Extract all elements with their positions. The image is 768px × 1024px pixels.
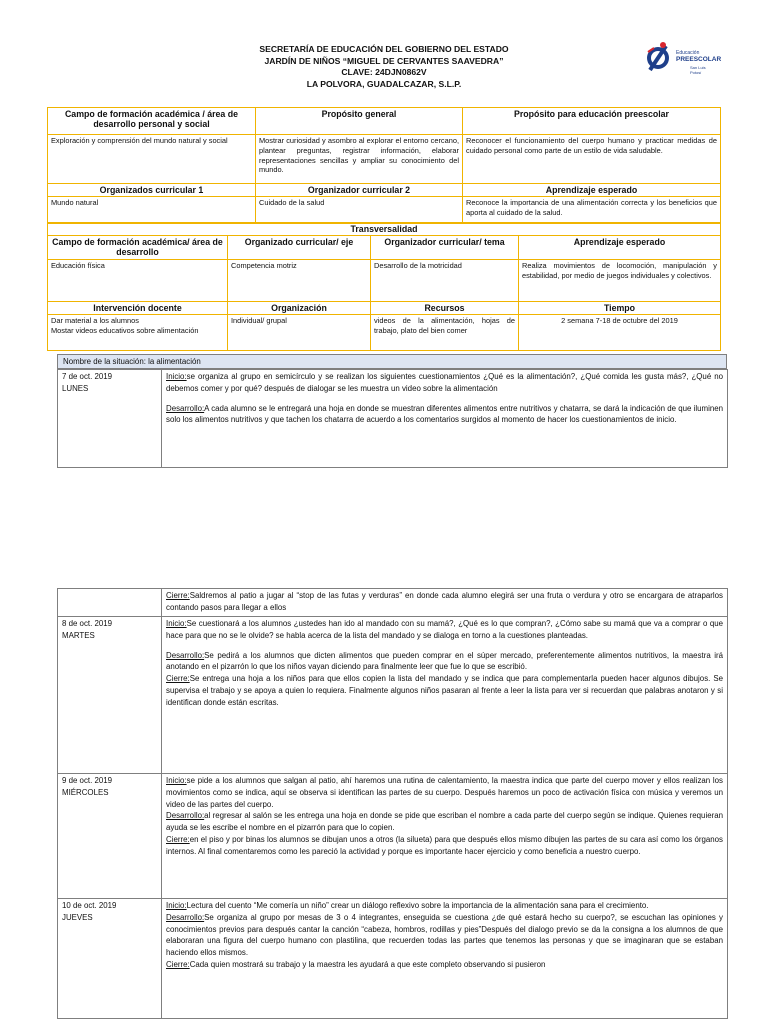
inicio-text: se pide a los alumnos que salgan al patio, ahí haremos una rutina de calentamiento, la maestra indica que parte del cuerpo mover y ellos realizan los movimientos como se indica, aquí se observa si identifican las partes de su cuerpo. Después haremos un poco de activación física con música y veremos un video de las partes del cuerpo.	[166, 776, 723, 809]
organizador-1-heading: Organizados curricular 1	[48, 184, 256, 197]
day-weekday: JUEVES	[62, 912, 93, 922]
day-cell-jueves	[58, 899, 162, 1019]
trans-eje-value: Competencia motriz	[228, 260, 371, 302]
cierre-text: Saldremos al patio a jugar al “stop de las futas y verduras” en donde cada alumno elegirá ser una fruta o verdura y otro se encargara de atraparlos contando pasos para llegar a ellos	[166, 591, 723, 612]
cierre-label: Cierre:	[166, 591, 190, 600]
proposito-general-value: Mostrar curiosidad y asombro al explorar el entorno cercano, plantear preguntas, registrar información, elaborar representaciones sencillas y ampliar su conocimiento del mundo.	[256, 135, 463, 184]
organizador-1-value: Mundo natural	[48, 197, 256, 224]
campo-formacion-value: Exploración y comprensión del mundo natural y social	[48, 135, 256, 184]
logo-text-preescolar: PREESCOLAR	[676, 56, 722, 63]
recursos-heading: Recursos	[371, 302, 519, 315]
inicio-text: Se cuestionará a los alumnos ¿ustedes han ido al mandado con su mamá?, ¿Qué es lo que compran?, ¿Cómo sabe su mamá que va a comprar o que hace para que no se le olvide? se habla acerca de la lista del mandado y se dialoga en torno a la cuestiones planteadas.	[166, 619, 723, 640]
cierre-label: Cierre:	[166, 834, 190, 844]
header-line-clave: CLAVE: 24DJN0862V	[341, 67, 427, 77]
day-weekday: MIÉRCOLES	[62, 787, 109, 797]
intervencion-heading: Intervención docente	[48, 302, 228, 315]
activity-cell-lunes-cierre	[162, 589, 728, 617]
desarrollo-label: Desarrollo:	[166, 811, 205, 821]
desarrollo-text: al regresar al salón se les entrega una hoja en donde se pide que escriban el nombre a cada parte del cuerpo según se indique. Quienes requieran ayuda se les escribe el nombre en el pizarrón para que lo copien.	[166, 811, 723, 833]
day-cell-martes	[58, 617, 162, 774]
trans-tema-heading: Organizador curricular/ tema	[371, 236, 519, 260]
trans-aprendizaje-value: Realiza movimientos de locomoción, manipulación y estabilidad, por medio de juegos individuales y colectivos.	[519, 260, 721, 302]
day-date: 9 de oct. 2019	[62, 776, 113, 785]
recursos-value: videos de la alimentación, hojas de trabajo, plato del bien comer	[371, 315, 519, 351]
desarrollo-text: A cada alumno se le entregará una hoja en donde se muestran diferentes alimentos entre nutritivos y chatarra, se dará la indicación de que iluminen solo los alimentos nutritivos y que tachen los chatarra de acuerdo a los comentarios surgidos al momento de hacer los cuestionamientos de inicio.	[166, 403, 723, 425]
inicio-label: Inicio:	[166, 776, 187, 785]
day-cell-lunes	[58, 370, 162, 468]
day-weekday: LUNES	[62, 383, 89, 393]
day-date: 10 de oct. 2019	[62, 901, 117, 910]
proposito-preescolar-value: Reconocer el funcionamiento del cuerpo humano y practicar medidas de cuidado personal como parte de un estilo de vida saludable.	[463, 135, 721, 184]
trans-campo-heading: Campo de formación académica/ área de desarrollo	[48, 236, 228, 260]
activity-cell-martes	[162, 617, 728, 774]
cierre-text: en el piso y por binas los alumnos se dibujan unos a otros (la silueta) para que después ellos mismo dibujen las partes de su cara así como los órganos internos. Al final comentaremos como les pareció la actividad y porque es importante hacer ejercicio y como beneficia a nuestro cuerpo.	[166, 834, 723, 856]
tiempo-value: 2 semana 7-18 de octubre del 2019	[519, 315, 721, 351]
organizador-2-heading: Organizador curricular 2	[256, 184, 463, 197]
cierre-label: Cierre:	[166, 959, 190, 969]
intervencion-value	[48, 315, 228, 351]
inicio-label: Inicio:	[166, 901, 187, 910]
tiempo-heading: Tiempo	[519, 302, 721, 315]
desarrollo-label: Desarrollo:	[166, 650, 205, 660]
day-row-lunes	[58, 370, 728, 468]
logo-text-educacion: Educación	[676, 50, 700, 56]
header-line-location: LA POLVORA, GUADALCAZAR, S.L.P.	[306, 78, 462, 89]
aprendizaje-heading: Aprendizaje esperado	[463, 184, 721, 197]
day-weekday: MARTES	[62, 630, 95, 640]
situacion-table-page2	[57, 588, 728, 1019]
day-date: 7 de oct. 2019	[62, 372, 113, 381]
cierre-text: Se entrega una hoja a los niños para que ellos copien la lista del mandado y se indica que para complementarla pueden hacer algunos dibujos. Se supervisa el trabajo y se apoya a quien lo requiera. Finalmente algunos niños pasaran al frente a leer la lista para ver si recuerdan que palabras anotaron y si identifican donde están escritas.	[166, 674, 723, 707]
inicio-text: Lectura del cuento “Me comería un niño” crear un diálogo reflexivo sobre la importancia de la alimentación sana para el crecimiento.	[186, 901, 649, 910]
day-cell-miercoles	[58, 774, 162, 899]
intervencion-line-1: Dar material a los alumnos	[51, 316, 139, 325]
organizacion-value: Individual/ grupal	[228, 315, 371, 351]
inicio-label: Inicio:	[166, 619, 187, 628]
desarrollo-text: Se pedirá a los alumnos que dicten alimentos que pueden comprar en el súper mercado, preferentemente alimentos nutritivos, la maestra irá anotando en el pizarrón lo que los niños vayan diciendo para finalmente leer que fue lo que se escribió.	[166, 650, 723, 672]
trans-aprendizaje-heading: Aprendizaje esperado	[519, 236, 721, 260]
cierre-text: Cada quien mostrará su trabajo y la maestra les ayudará a que este completo observando si pusieron	[189, 959, 546, 969]
day-row-lunes-cierre	[58, 589, 728, 617]
intervencion-line-2: Mostar videos educativos sobre alimentación	[51, 325, 199, 335]
header-line-jardin: JARDÍN DE NIÑOS “MIGUEL DE CERVANTES SAAVEDRA”	[264, 55, 504, 66]
day-row-miercoles	[58, 774, 728, 899]
campo-formacion-heading: Campo de formación académica / área de desarrollo personal y social	[48, 108, 256, 135]
aprendizaje-value: Reconoce la importancia de una alimentación correcta y los beneficios que aporta al cuidado de la salud.	[463, 197, 721, 224]
inicio-text: se organiza al grupo en semicírculo y se realizan los siguientes cuestionamientos ¿Qué es la alimentación?, ¿Qué comida les gusta más?, ¿Qué no debemos comer y por qué? después de dialogar se les muestra un video sobre la alimentación	[166, 372, 723, 393]
organizador-2-value: Cuidado de la salud	[256, 197, 463, 224]
preescolar-logo	[644, 40, 722, 80]
day-date: 8 de oct. 2019	[62, 619, 113, 628]
proposito-preescolar-heading: Propósito para educación preescolar	[463, 108, 721, 135]
cierre-label: Cierre:	[166, 674, 190, 684]
situacion-title: Nombre de la situación: la alimentación	[57, 354, 727, 369]
preescolar-logo-icon	[644, 40, 672, 76]
desarrollo-label: Desarrollo:	[166, 912, 205, 922]
day-row-jueves	[58, 899, 728, 1019]
trans-tema-value: Desarrollo de la motricidad	[371, 260, 519, 302]
logo-text-slp: San Luis Potosí	[690, 65, 706, 75]
trans-eje-heading: Organizado curricular/ eje	[228, 236, 371, 260]
day-row-martes	[58, 617, 728, 774]
planning-table	[47, 107, 721, 224]
activity-cell-miercoles	[162, 774, 728, 899]
trans-campo-value: Educación física	[48, 260, 228, 302]
header-line-secretaria: SECRETARÍA DE EDUCACIÓN DEL GOBIERNO DEL ESTADO	[259, 44, 509, 54]
proposito-general-heading: Propósito general	[256, 108, 463, 135]
transversalidad-table	[47, 222, 721, 351]
organizacion-heading: Organización	[228, 302, 371, 315]
activity-cell-jueves	[162, 899, 728, 1019]
empty-date-cell	[58, 589, 162, 617]
desarrollo-label: Desarrollo:	[166, 403, 205, 413]
activity-cell-lunes	[162, 370, 728, 468]
desarrollo-text: Se organiza al grupo por mesas de 3 o 4 integrantes, enseguida se cuestiona ¿de qué estará hecho su cuerpo?, se escuchan las opiniones y conocimientos previos para después cantar la canción “cabeza, hombros, rodillas y pies”Después del dialogo previo se da la consigna a los alumnos de que elaboraran una figura del cuerpo humano con plastilina, que recuerden todas las partes que tenemos las personas y que se imaginaran que se estaban haciendo ellos mismos.	[166, 912, 723, 958]
situacion-table-page1	[57, 369, 728, 468]
transversalidad-title: Transversalidad	[48, 223, 721, 236]
inicio-label: Inicio:	[166, 372, 187, 381]
